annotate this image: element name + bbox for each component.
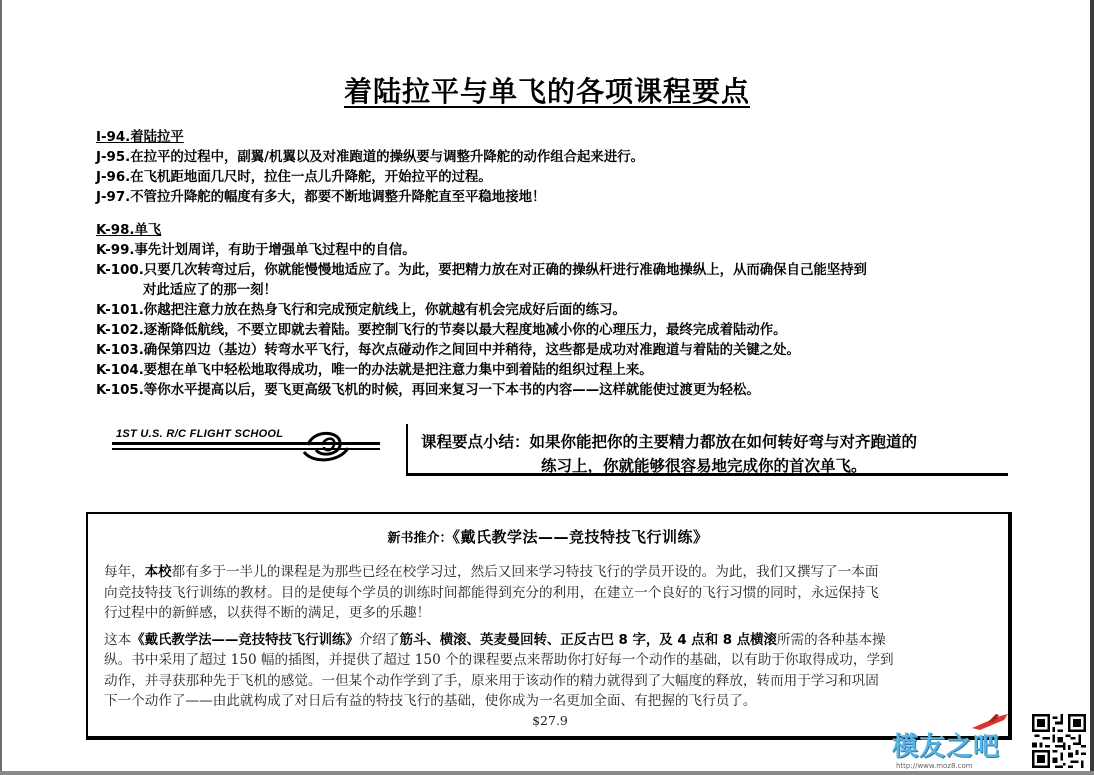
lesson-points: [96, 128, 1011, 401]
page-title: [0, 70, 1094, 110]
promo-label: 新书推介：: [387, 531, 453, 546]
site-watermark[interactable]: [888, 712, 1014, 772]
promo-line: 纵。书中采用了超过 150 幅的插图，并提供了超过 150 个的课程要点来帮助你打好每一个动作的基础，以有助于你取得成功，学到: [104, 652, 894, 668]
section-heading-solo: K-98.单飞: [96, 223, 162, 238]
promo-price: $27.9: [532, 712, 568, 728]
list-item: K-100.只要几次转弯过后，你就能慢慢地适应了。为此，要把精力放在对正确的操纵杆进行准确地操纵上，从而确保自己能坚持到: [96, 263, 867, 278]
page-title-text: 着陆拉平与单飞的各项课程要点: [343, 75, 750, 108]
promo-line: 向竞技特技飞行训练的教材。目的是使每个学员的训练时间都能得到充分的利用，在建立一个良好的飞行习惯的同时，永远保持飞: [104, 584, 879, 601]
list-item: K-105.等你水平提高以后，要飞更高级飞机的时候，再回来复习一下本书的内容——这样就能使过渡更为轻松。: [96, 383, 760, 398]
list-item: J-97.不管拉升降舵的幅度有多大，都要不断地调整升降舵直至平稳地接地！: [96, 190, 546, 205]
promo-book-title: 《戴氏教学法——竞技特技飞行训练》: [452, 528, 709, 546]
promo-line: 行过程中的新鲜感，以获得不断的满足，更多的乐趣！: [104, 605, 431, 621]
summary-line-1: 课程要点小结：如果你能把你的主要精力都放在如何转好弯与对齐跑道的: [421, 433, 918, 451]
list-item: J-95.在拉平的过程中，副翼/机翼以及对准跑道的操纵要与调整升降舵的动作组合起来进行。: [96, 150, 644, 165]
promo-heading: [88, 526, 1008, 547]
list-item-continuation: 对此适应了的那一刻！: [143, 283, 277, 298]
list-item: K-104.要想在单飞中轻松地取得成功，唯一的办法就是把注意力集中到着陆的组织过程上来。: [96, 363, 653, 378]
page-frame-left: [0, 0, 2, 775]
list-item: K-102.逐渐降低航线，不要立即就去着陆。要控制飞行的节奏以最大程度地减小你的心理压力，最终完成着陆动作。: [96, 323, 787, 338]
flight-school-name: 1ST U.S. R/C FLIGHT SCHOOL: [116, 428, 284, 440]
qr-code-icon: [1032, 714, 1086, 768]
promo-line: 这本《戴氏教学法——竞技特技飞行训练》介绍了筋斗、横滚、英麦曼回转、正反古巴 8 字，及 4 点和 8 点横滚所需的各种基本操: [104, 631, 886, 648]
section-heading-landing: I-94.着陆拉平: [96, 130, 184, 145]
promo-line: 下一个动作了——由此就构成了对日后有益的特技飞行的基础，使你成为一名更加全面、有把握的飞行员了。: [104, 693, 757, 709]
flight-school-logo: [108, 424, 384, 466]
list-item: J-96.在飞机距地面几尺时，拉住一点儿升降舵，开始拉平的过程。: [96, 170, 492, 185]
list-item: K-103.确保第四边（基边）转弯水平飞行，每次点碰动作之间回中并稍待，这些都是成功对准跑道与着陆的关键之处。: [96, 343, 800, 358]
list-item: K-101.你越把注意力放在热身飞行和完成预定航线上，你就越有机会完成好后面的练习。: [96, 303, 626, 318]
promo-line: 每年，本校都有多于一半儿的课程是为那些已经在校学习过，然后又回来学习特技飞行的学员开设的。为此，我们又撰写了一本面: [104, 564, 879, 580]
list-item: K-99.事先计划周详，有助于增强单飞过程中的自信。: [96, 243, 416, 258]
watermark-url: http://www.moz8.com: [896, 762, 973, 770]
page-frame-right: [1090, 0, 1094, 775]
promo-body: [104, 562, 996, 730]
watermark-text: 模友之吧: [892, 732, 1001, 762]
summary-line-2: 练习上，你就能够很容易地完成你的首次单飞。: [541, 457, 867, 475]
promo-line: 动作，并寻获那种先于飞机的感觉。一但某个动作学到了手，原来用于该动作的精力就得到了大幅度的释放，转而用于学习和巩固: [104, 672, 879, 689]
book-promotion-box: [86, 512, 1012, 740]
lesson-summary-box: [406, 424, 1008, 476]
